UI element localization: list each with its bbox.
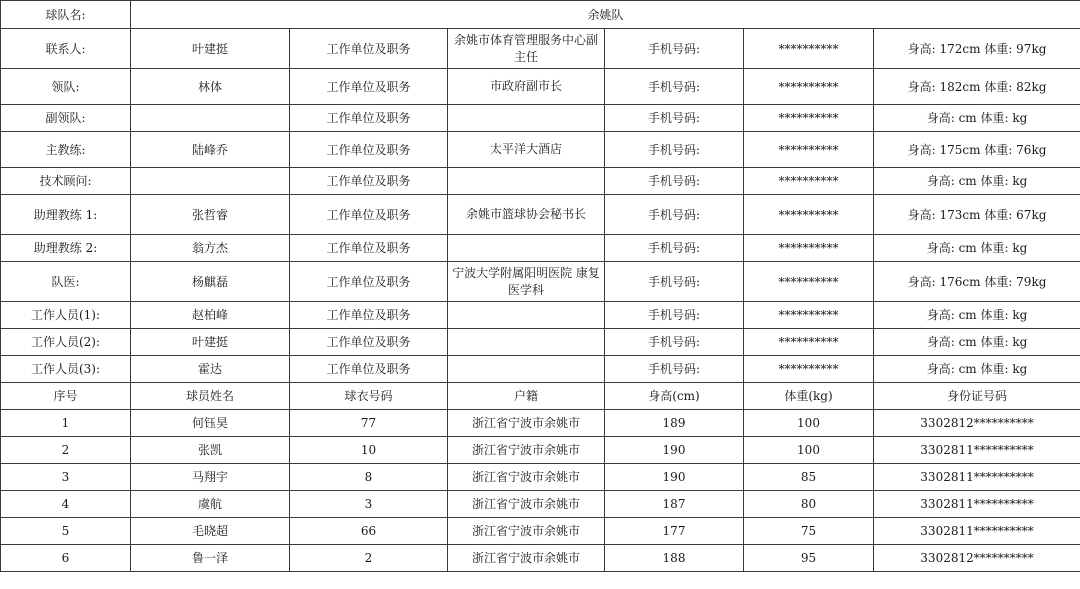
player-id-number: 3302811********** [874,464,1080,491]
player-hometown: 浙江省宁波市余姚市 [448,410,605,437]
staff-name: 陆峰乔 [131,132,290,168]
player-row [1,545,1080,572]
staff-height-weight: 身高: cm 体重: kg [874,168,1080,195]
staff-name: 林体 [131,69,290,105]
staff-unit: 宁波大学附属阳明医院 康复医学科 [448,262,605,302]
unit-label: 工作单位及职务 [290,329,448,356]
staff-name: 赵柏峰 [131,302,290,329]
player-name: 马翔宇 [131,464,290,491]
staff-role: 助理教练 2: [1,235,131,262]
staff-height-weight: 身高: 172cm 体重: 97kg [874,29,1080,69]
phone-label: 手机号码: [605,105,744,132]
team-name: 余姚队 [131,1,1080,29]
player-number: 6 [1,545,131,572]
staff-phone: ********** [744,195,874,235]
player-row [1,518,1080,545]
staff-height-weight: 身高: 175cm 体重: 76kg [874,132,1080,168]
player-weight: 80 [744,491,874,518]
staff-phone: ********** [744,329,874,356]
player-row [1,410,1080,437]
player-hometown: 浙江省宁波市余姚市 [448,437,605,464]
staff-name: 叶建挺 [131,329,290,356]
staff-unit [448,356,605,383]
staff-role: 队医: [1,262,131,302]
jersey-number: 3 [290,491,448,518]
staff-row [1,329,1080,356]
player-weight: 85 [744,464,874,491]
staff-role: 助理教练 1: [1,195,131,235]
staff-height-weight: 身高: cm 体重: kg [874,356,1080,383]
phone-label: 手机号码: [605,302,744,329]
staff-row [1,168,1080,195]
column-header: 序号 [1,383,131,410]
staff-role: 领队: [1,69,131,105]
staff-role: 工作人员(1): [1,302,131,329]
player-name: 鲁一泽 [131,545,290,572]
player-height: 189 [605,410,744,437]
player-number: 2 [1,437,131,464]
phone-label: 手机号码: [605,329,744,356]
unit-label: 工作单位及职务 [290,262,448,302]
staff-phone: ********** [744,235,874,262]
staff-name: 叶建挺 [131,29,290,69]
team-name-row [1,1,1080,29]
column-header: 身高(cm) [605,383,744,410]
player-height: 188 [605,545,744,572]
staff-unit: 余姚市篮球协会秘书长 [448,195,605,235]
staff-name [131,105,290,132]
player-id-number: 3302812********** [874,545,1080,572]
player-name: 何钰昊 [131,410,290,437]
staff-row [1,195,1080,235]
player-weight: 100 [744,410,874,437]
player-id-number: 3302811********** [874,437,1080,464]
player-row [1,437,1080,464]
staff-phone: ********** [744,356,874,383]
staff-name: 张哲睿 [131,195,290,235]
staff-phone: ********** [744,262,874,302]
player-height: 190 [605,464,744,491]
staff-height-weight: 身高: 182cm 体重: 82kg [874,69,1080,105]
staff-row [1,262,1080,302]
player-number: 3 [1,464,131,491]
staff-row [1,29,1080,69]
staff-row [1,105,1080,132]
player-row [1,464,1080,491]
player-header-row [1,383,1080,410]
phone-label: 手机号码: [605,69,744,105]
column-header: 身份证号码 [874,383,1080,410]
staff-role: 联系人: [1,29,131,69]
jersey-number: 10 [290,437,448,464]
unit-label: 工作单位及职务 [290,132,448,168]
staff-height-weight: 身高: 173cm 体重: 67kg [874,195,1080,235]
staff-row [1,69,1080,105]
player-hometown: 浙江省宁波市余姚市 [448,464,605,491]
player-id-number: 3302811********** [874,518,1080,545]
staff-unit [448,235,605,262]
staff-phone: ********** [744,168,874,195]
staff-phone: ********** [744,69,874,105]
staff-unit [448,168,605,195]
staff-height-weight: 身高: cm 体重: kg [874,302,1080,329]
column-header: 户籍 [448,383,605,410]
staff-row [1,132,1080,168]
player-row [1,491,1080,518]
unit-label: 工作单位及职务 [290,235,448,262]
jersey-number: 66 [290,518,448,545]
player-height: 187 [605,491,744,518]
player-id-number: 3302811********** [874,491,1080,518]
staff-height-weight: 身高: cm 体重: kg [874,235,1080,262]
unit-label: 工作单位及职务 [290,105,448,132]
staff-row [1,302,1080,329]
jersey-number: 8 [290,464,448,491]
staff-role: 主教练: [1,132,131,168]
player-name: 虞航 [131,491,290,518]
player-height: 177 [605,518,744,545]
staff-role: 副领队: [1,105,131,132]
player-number: 5 [1,518,131,545]
unit-label: 工作单位及职务 [290,195,448,235]
staff-unit: 余姚市体育管理服务中心副主任 [448,29,605,69]
staff-role: 工作人员(2): [1,329,131,356]
unit-label: 工作单位及职务 [290,356,448,383]
phone-label: 手机号码: [605,356,744,383]
phone-label: 手机号码: [605,168,744,195]
player-weight: 100 [744,437,874,464]
staff-row [1,235,1080,262]
player-name: 毛晓超 [131,518,290,545]
player-weight: 75 [744,518,874,545]
jersey-number: 2 [290,545,448,572]
staff-phone: ********** [744,105,874,132]
team-label: 球队名: [1,1,131,29]
staff-phone: ********** [744,29,874,69]
player-height: 190 [605,437,744,464]
staff-name [131,168,290,195]
phone-label: 手机号码: [605,235,744,262]
player-name: 张凯 [131,437,290,464]
staff-unit [448,105,605,132]
player-number: 4 [1,491,131,518]
staff-unit: 市政府副市长 [448,69,605,105]
staff-row [1,356,1080,383]
staff-name: 霍达 [131,356,290,383]
player-hometown: 浙江省宁波市余姚市 [448,518,605,545]
staff-phone: ********** [744,132,874,168]
staff-height-weight: 身高: 176cm 体重: 79kg [874,262,1080,302]
staff-role: 技术顾问: [1,168,131,195]
staff-phone: ********** [744,302,874,329]
player-id-number: 3302812********** [874,410,1080,437]
staff-unit [448,329,605,356]
staff-unit: 太平洋大酒店 [448,132,605,168]
staff-height-weight: 身高: cm 体重: kg [874,105,1080,132]
phone-label: 手机号码: [605,29,744,69]
staff-unit [448,302,605,329]
staff-name: 翁方杰 [131,235,290,262]
staff-name: 杨麒磊 [131,262,290,302]
phone-label: 手机号码: [605,195,744,235]
staff-role: 工作人员(3): [1,356,131,383]
player-number: 1 [1,410,131,437]
staff-height-weight: 身高: cm 体重: kg [874,329,1080,356]
player-weight: 95 [744,545,874,572]
unit-label: 工作单位及职务 [290,69,448,105]
player-hometown: 浙江省宁波市余姚市 [448,545,605,572]
column-header: 球衣号码 [290,383,448,410]
player-hometown: 浙江省宁波市余姚市 [448,491,605,518]
column-header: 球员姓名 [131,383,290,410]
column-header: 体重(kg) [744,383,874,410]
unit-label: 工作单位及职务 [290,168,448,195]
phone-label: 手机号码: [605,262,744,302]
jersey-number: 77 [290,410,448,437]
unit-label: 工作单位及职务 [290,29,448,69]
unit-label: 工作单位及职务 [290,302,448,329]
phone-label: 手机号码: [605,132,744,168]
